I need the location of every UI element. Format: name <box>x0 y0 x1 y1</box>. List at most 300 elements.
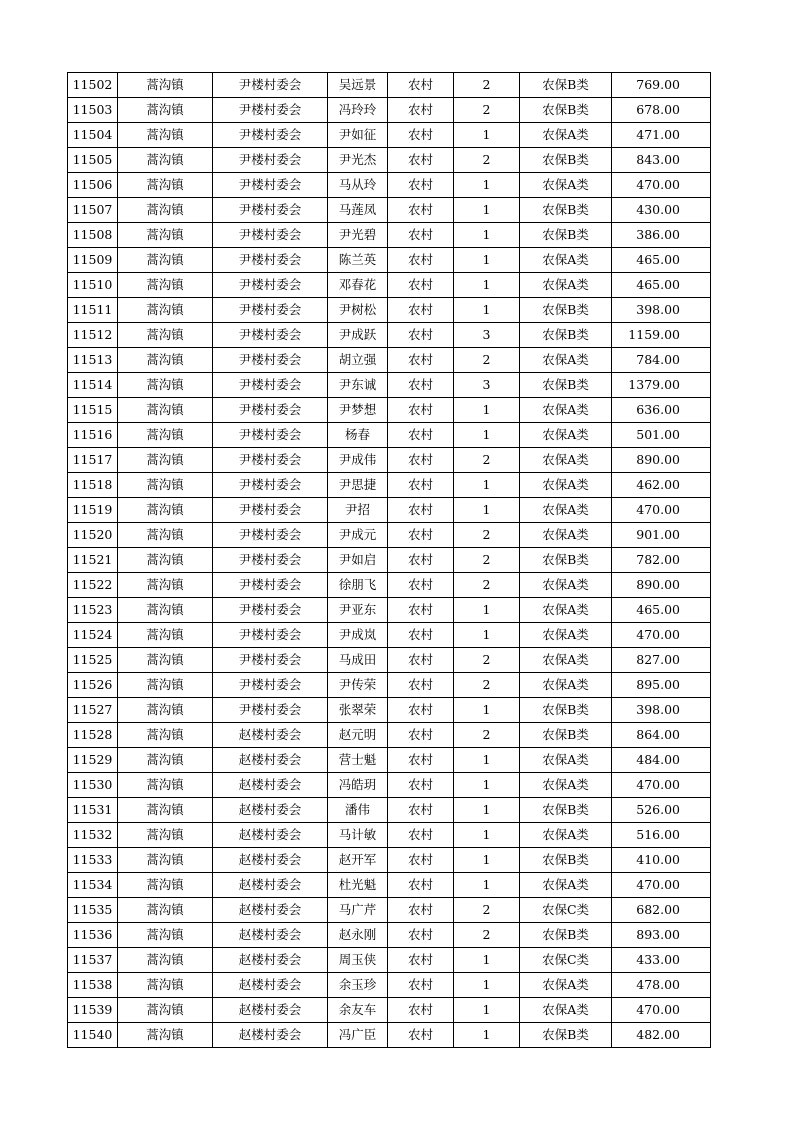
area-type-cell: 农村 <box>388 573 454 598</box>
serial-number-cell: 11510 <box>68 273 118 298</box>
table-row <box>68 123 711 148</box>
town-cell: 蒿沟镇 <box>118 823 213 848</box>
insurance-category-cell: 农保A类 <box>520 823 612 848</box>
insurance-category-cell: 农保A类 <box>520 773 612 798</box>
town-cell: 蒿沟镇 <box>118 198 213 223</box>
serial-number-cell: 11503 <box>68 98 118 123</box>
area-type-cell: 农村 <box>388 798 454 823</box>
village-committee-cell: 尹楼村委会 <box>213 398 328 423</box>
insurance-category-cell: 农保B类 <box>520 198 612 223</box>
village-committee-cell: 尹楼村委会 <box>213 273 328 298</box>
serial-number-cell: 11511 <box>68 298 118 323</box>
amount-cell: 827.00 <box>612 648 711 673</box>
name-cell: 张翠荣 <box>328 698 388 723</box>
table-row <box>68 898 711 923</box>
town-cell: 蒿沟镇 <box>118 873 213 898</box>
insurance-category-cell: 农保B类 <box>520 548 612 573</box>
name-cell: 赵永刚 <box>328 923 388 948</box>
area-type-cell: 农村 <box>388 848 454 873</box>
town-cell: 蒿沟镇 <box>118 998 213 1023</box>
area-type-cell: 农村 <box>388 673 454 698</box>
town-cell: 蒿沟镇 <box>118 698 213 723</box>
table-row <box>68 998 711 1023</box>
amount-cell: 430.00 <box>612 198 711 223</box>
amount-cell: 482.00 <box>612 1023 711 1048</box>
name-cell: 尹成元 <box>328 523 388 548</box>
table-row <box>68 773 711 798</box>
town-cell: 蒿沟镇 <box>118 623 213 648</box>
amount-cell: 471.00 <box>612 123 711 148</box>
area-type-cell: 农村 <box>388 748 454 773</box>
name-cell: 尹亚东 <box>328 598 388 623</box>
area-type-cell: 农村 <box>388 173 454 198</box>
village-committee-cell: 尹楼村委会 <box>213 73 328 98</box>
serial-number-cell: 11523 <box>68 598 118 623</box>
amount-cell: 386.00 <box>612 223 711 248</box>
table-row <box>68 823 711 848</box>
town-cell: 蒿沟镇 <box>118 798 213 823</box>
name-cell: 胡立强 <box>328 348 388 373</box>
table-row <box>68 573 711 598</box>
household-count-cell: 2 <box>454 898 520 923</box>
serial-number-cell: 11517 <box>68 448 118 473</box>
table-row <box>68 923 711 948</box>
household-count-cell: 1 <box>454 773 520 798</box>
village-committee-cell: 尹楼村委会 <box>213 98 328 123</box>
amount-cell: 433.00 <box>612 948 711 973</box>
amount-cell: 890.00 <box>612 448 711 473</box>
table-row <box>68 673 711 698</box>
village-committee-cell: 赵楼村委会 <box>213 898 328 923</box>
household-count-cell: 1 <box>454 748 520 773</box>
area-type-cell: 农村 <box>388 923 454 948</box>
amount-cell: 470.00 <box>612 173 711 198</box>
insurance-category-cell: 农保A类 <box>520 748 612 773</box>
town-cell: 蒿沟镇 <box>118 723 213 748</box>
village-committee-cell: 赵楼村委会 <box>213 823 328 848</box>
serial-number-cell: 11518 <box>68 473 118 498</box>
serial-number-cell: 11537 <box>68 948 118 973</box>
village-committee-cell: 尹楼村委会 <box>213 423 328 448</box>
town-cell: 蒿沟镇 <box>118 423 213 448</box>
name-cell: 邓春花 <box>328 273 388 298</box>
amount-cell: 478.00 <box>612 973 711 998</box>
insurance-category-cell: 农保B类 <box>520 373 612 398</box>
area-type-cell: 农村 <box>388 648 454 673</box>
town-cell: 蒿沟镇 <box>118 673 213 698</box>
name-cell: 冯广臣 <box>328 1023 388 1048</box>
household-count-cell: 1 <box>454 973 520 998</box>
household-count-cell: 2 <box>454 448 520 473</box>
insurance-category-cell: 农保B类 <box>520 723 612 748</box>
serial-number-cell: 11527 <box>68 698 118 723</box>
amount-cell: 895.00 <box>612 673 711 698</box>
village-committee-cell: 尹楼村委会 <box>213 198 328 223</box>
household-count-cell: 2 <box>454 523 520 548</box>
town-cell: 蒿沟镇 <box>118 498 213 523</box>
name-cell: 赵元明 <box>328 723 388 748</box>
name-cell: 马广芹 <box>328 898 388 923</box>
table-row <box>68 348 711 373</box>
serial-number-cell: 11514 <box>68 373 118 398</box>
amount-cell: 526.00 <box>612 798 711 823</box>
amount-cell: 470.00 <box>612 998 711 1023</box>
table-row <box>68 373 711 398</box>
serial-number-cell: 11519 <box>68 498 118 523</box>
household-count-cell: 1 <box>454 823 520 848</box>
table-row <box>68 848 711 873</box>
area-type-cell: 农村 <box>388 623 454 648</box>
town-cell: 蒿沟镇 <box>118 123 213 148</box>
household-count-cell: 2 <box>454 548 520 573</box>
amount-cell: 678.00 <box>612 98 711 123</box>
serial-number-cell: 11529 <box>68 748 118 773</box>
area-type-cell: 农村 <box>388 948 454 973</box>
household-count-cell: 2 <box>454 348 520 373</box>
town-cell: 蒿沟镇 <box>118 1023 213 1048</box>
table-row <box>68 173 711 198</box>
amount-cell: 484.00 <box>612 748 711 773</box>
amount-cell: 782.00 <box>612 548 711 573</box>
table-row <box>68 498 711 523</box>
area-type-cell: 农村 <box>388 523 454 548</box>
area-type-cell: 农村 <box>388 898 454 923</box>
amount-cell: 465.00 <box>612 598 711 623</box>
insurance-category-cell: 农保A类 <box>520 473 612 498</box>
insurance-category-cell: 农保A类 <box>520 448 612 473</box>
name-cell: 周玉侠 <box>328 948 388 973</box>
amount-cell: 864.00 <box>612 723 711 748</box>
name-cell: 冯玲玲 <box>328 98 388 123</box>
table-row <box>68 648 711 673</box>
amount-cell: 501.00 <box>612 423 711 448</box>
serial-number-cell: 11508 <box>68 223 118 248</box>
name-cell: 余友车 <box>328 998 388 1023</box>
village-committee-cell: 尹楼村委会 <box>213 348 328 373</box>
area-type-cell: 农村 <box>388 823 454 848</box>
household-count-cell: 1 <box>454 798 520 823</box>
insurance-category-cell: 农保A类 <box>520 623 612 648</box>
table-row <box>68 98 711 123</box>
amount-cell: 470.00 <box>612 498 711 523</box>
amount-cell: 398.00 <box>612 698 711 723</box>
area-type-cell: 农村 <box>388 148 454 173</box>
area-type-cell: 农村 <box>388 873 454 898</box>
table-row <box>68 723 711 748</box>
insurance-category-cell: 农保A类 <box>520 523 612 548</box>
village-committee-cell: 尹楼村委会 <box>213 298 328 323</box>
amount-cell: 470.00 <box>612 873 711 898</box>
area-type-cell: 农村 <box>388 123 454 148</box>
village-committee-cell: 尹楼村委会 <box>213 173 328 198</box>
household-count-cell: 1 <box>454 848 520 873</box>
name-cell: 潘伟 <box>328 798 388 823</box>
table-row <box>68 73 711 98</box>
area-type-cell: 农村 <box>388 598 454 623</box>
table-row <box>68 973 711 998</box>
name-cell: 杨春 <box>328 423 388 448</box>
name-cell: 吴远景 <box>328 73 388 98</box>
table-row <box>68 873 711 898</box>
roster-table <box>67 72 711 1048</box>
insurance-category-cell: 农保B类 <box>520 98 612 123</box>
table-row <box>68 223 711 248</box>
village-committee-cell: 尹楼村委会 <box>213 448 328 473</box>
household-count-cell: 1 <box>454 998 520 1023</box>
name-cell: 尹成伟 <box>328 448 388 473</box>
serial-number-cell: 11506 <box>68 173 118 198</box>
name-cell: 冯皓玥 <box>328 773 388 798</box>
town-cell: 蒿沟镇 <box>118 98 213 123</box>
serial-number-cell: 11539 <box>68 998 118 1023</box>
table-row <box>68 423 711 448</box>
insurance-category-cell: 农保A类 <box>520 498 612 523</box>
name-cell: 尹成跃 <box>328 323 388 348</box>
town-cell: 蒿沟镇 <box>118 473 213 498</box>
village-committee-cell: 尹楼村委会 <box>213 473 328 498</box>
town-cell: 蒿沟镇 <box>118 73 213 98</box>
insurance-category-cell: 农保A类 <box>520 973 612 998</box>
amount-cell: 636.00 <box>612 398 711 423</box>
insurance-category-cell: 农保B类 <box>520 1023 612 1048</box>
table-row <box>68 598 711 623</box>
town-cell: 蒿沟镇 <box>118 323 213 348</box>
household-count-cell: 1 <box>454 398 520 423</box>
area-type-cell: 农村 <box>388 98 454 123</box>
area-type-cell: 农村 <box>388 473 454 498</box>
area-type-cell: 农村 <box>388 323 454 348</box>
serial-number-cell: 11516 <box>68 423 118 448</box>
table-row <box>68 148 711 173</box>
village-committee-cell: 尹楼村委会 <box>213 548 328 573</box>
insurance-category-cell: 农保B类 <box>520 148 612 173</box>
insurance-category-cell: 农保C类 <box>520 898 612 923</box>
household-count-cell: 1 <box>454 298 520 323</box>
insurance-category-cell: 农保B类 <box>520 798 612 823</box>
insurance-category-cell: 农保A类 <box>520 423 612 448</box>
household-count-cell: 2 <box>454 923 520 948</box>
table-row <box>68 448 711 473</box>
insurance-category-cell: 农保A类 <box>520 573 612 598</box>
area-type-cell: 农村 <box>388 498 454 523</box>
serial-number-cell: 11520 <box>68 523 118 548</box>
area-type-cell: 农村 <box>388 1023 454 1048</box>
household-count-cell: 1 <box>454 623 520 648</box>
serial-number-cell: 11538 <box>68 973 118 998</box>
name-cell: 杜光魁 <box>328 873 388 898</box>
household-count-cell: 2 <box>454 648 520 673</box>
insurance-category-cell: 农保A类 <box>520 673 612 698</box>
serial-number-cell: 11524 <box>68 623 118 648</box>
name-cell: 马计敏 <box>328 823 388 848</box>
insurance-category-cell: 农保A类 <box>520 173 612 198</box>
name-cell: 尹思捷 <box>328 473 388 498</box>
village-committee-cell: 尹楼村委会 <box>213 123 328 148</box>
name-cell: 尹光碧 <box>328 223 388 248</box>
amount-cell: 682.00 <box>612 898 711 923</box>
town-cell: 蒿沟镇 <box>118 948 213 973</box>
town-cell: 蒿沟镇 <box>118 648 213 673</box>
household-count-cell: 1 <box>454 698 520 723</box>
serial-number-cell: 11512 <box>68 323 118 348</box>
town-cell: 蒿沟镇 <box>118 748 213 773</box>
name-cell: 马莲凤 <box>328 198 388 223</box>
area-type-cell: 农村 <box>388 248 454 273</box>
name-cell: 尹传荣 <box>328 673 388 698</box>
household-count-cell: 1 <box>454 873 520 898</box>
village-committee-cell: 尹楼村委会 <box>213 323 328 348</box>
town-cell: 蒿沟镇 <box>118 848 213 873</box>
area-type-cell: 农村 <box>388 348 454 373</box>
serial-number-cell: 11531 <box>68 798 118 823</box>
town-cell: 蒿沟镇 <box>118 923 213 948</box>
household-count-cell: 1 <box>454 948 520 973</box>
household-count-cell: 1 <box>454 173 520 198</box>
village-committee-cell: 尹楼村委会 <box>213 673 328 698</box>
village-committee-cell: 赵楼村委会 <box>213 723 328 748</box>
village-committee-cell: 尹楼村委会 <box>213 373 328 398</box>
name-cell: 赵开军 <box>328 848 388 873</box>
village-committee-cell: 赵楼村委会 <box>213 1023 328 1048</box>
insurance-category-cell: 农保A类 <box>520 998 612 1023</box>
area-type-cell: 农村 <box>388 273 454 298</box>
serial-number-cell: 11532 <box>68 823 118 848</box>
amount-cell: 465.00 <box>612 273 711 298</box>
serial-number-cell: 11540 <box>68 1023 118 1048</box>
table-row <box>68 298 711 323</box>
area-type-cell: 农村 <box>388 423 454 448</box>
household-count-cell: 1 <box>454 598 520 623</box>
town-cell: 蒿沟镇 <box>118 523 213 548</box>
serial-number-cell: 11536 <box>68 923 118 948</box>
amount-cell: 410.00 <box>612 848 711 873</box>
village-committee-cell: 尹楼村委会 <box>213 698 328 723</box>
table-row <box>68 523 711 548</box>
area-type-cell: 农村 <box>388 73 454 98</box>
household-count-cell: 1 <box>454 248 520 273</box>
serial-number-cell: 11528 <box>68 723 118 748</box>
amount-cell: 398.00 <box>612 298 711 323</box>
area-type-cell: 农村 <box>388 398 454 423</box>
town-cell: 蒿沟镇 <box>118 598 213 623</box>
insurance-category-cell: 农保C类 <box>520 948 612 973</box>
amount-cell: 470.00 <box>612 623 711 648</box>
village-committee-cell: 赵楼村委会 <box>213 923 328 948</box>
name-cell: 马成田 <box>328 648 388 673</box>
name-cell: 陈兰英 <box>328 248 388 273</box>
household-count-cell: 1 <box>454 198 520 223</box>
name-cell: 尹成岚 <box>328 623 388 648</box>
area-type-cell: 农村 <box>388 198 454 223</box>
area-type-cell: 农村 <box>388 548 454 573</box>
insurance-category-cell: 农保A类 <box>520 648 612 673</box>
household-count-cell: 2 <box>454 573 520 598</box>
household-count-cell: 1 <box>454 498 520 523</box>
village-committee-cell: 尹楼村委会 <box>213 248 328 273</box>
town-cell: 蒿沟镇 <box>118 548 213 573</box>
serial-number-cell: 11502 <box>68 73 118 98</box>
insurance-category-cell: 农保A类 <box>520 598 612 623</box>
insurance-category-cell: 农保A类 <box>520 398 612 423</box>
serial-number-cell: 11509 <box>68 248 118 273</box>
amount-cell: 843.00 <box>612 148 711 173</box>
town-cell: 蒿沟镇 <box>118 273 213 298</box>
name-cell: 尹如启 <box>328 548 388 573</box>
household-count-cell: 2 <box>454 98 520 123</box>
name-cell: 尹如征 <box>328 123 388 148</box>
name-cell: 尹光杰 <box>328 148 388 173</box>
serial-number-cell: 11513 <box>68 348 118 373</box>
serial-number-cell: 11522 <box>68 573 118 598</box>
village-committee-cell: 尹楼村委会 <box>213 598 328 623</box>
amount-cell: 470.00 <box>612 773 711 798</box>
roster-body <box>68 73 711 1048</box>
serial-number-cell: 11526 <box>68 673 118 698</box>
town-cell: 蒿沟镇 <box>118 298 213 323</box>
village-committee-cell: 赵楼村委会 <box>213 948 328 973</box>
area-type-cell: 农村 <box>388 698 454 723</box>
name-cell: 营士魁 <box>328 748 388 773</box>
table-row <box>68 473 711 498</box>
town-cell: 蒿沟镇 <box>118 148 213 173</box>
area-type-cell: 农村 <box>388 773 454 798</box>
insurance-category-cell: 农保B类 <box>520 848 612 873</box>
table-row <box>68 323 711 348</box>
household-count-cell: 1 <box>454 123 520 148</box>
amount-cell: 784.00 <box>612 348 711 373</box>
town-cell: 蒿沟镇 <box>118 173 213 198</box>
name-cell: 尹树松 <box>328 298 388 323</box>
serial-number-cell: 11515 <box>68 398 118 423</box>
serial-number-cell: 11534 <box>68 873 118 898</box>
name-cell: 尹招 <box>328 498 388 523</box>
name-cell: 尹梦想 <box>328 398 388 423</box>
table-row <box>68 1023 711 1048</box>
name-cell: 马从玲 <box>328 173 388 198</box>
town-cell: 蒿沟镇 <box>118 573 213 598</box>
insurance-category-cell: 农保B类 <box>520 923 612 948</box>
serial-number-cell: 11535 <box>68 898 118 923</box>
table-row <box>68 248 711 273</box>
village-committee-cell: 赵楼村委会 <box>213 973 328 998</box>
area-type-cell: 农村 <box>388 448 454 473</box>
amount-cell: 893.00 <box>612 923 711 948</box>
town-cell: 蒿沟镇 <box>118 223 213 248</box>
household-count-cell: 3 <box>454 373 520 398</box>
amount-cell: 465.00 <box>612 248 711 273</box>
serial-number-cell: 11505 <box>68 148 118 173</box>
village-committee-cell: 尹楼村委会 <box>213 148 328 173</box>
table-row <box>68 273 711 298</box>
insurance-category-cell: 农保B类 <box>520 698 612 723</box>
area-type-cell: 农村 <box>388 298 454 323</box>
amount-cell: 1379.00 <box>612 373 711 398</box>
household-count-cell: 1 <box>454 1023 520 1048</box>
table-row <box>68 798 711 823</box>
amount-cell: 1159.00 <box>612 323 711 348</box>
household-count-cell: 1 <box>454 223 520 248</box>
amount-cell: 516.00 <box>612 823 711 848</box>
serial-number-cell: 11530 <box>68 773 118 798</box>
area-type-cell: 农村 <box>388 998 454 1023</box>
village-committee-cell: 尹楼村委会 <box>213 223 328 248</box>
town-cell: 蒿沟镇 <box>118 348 213 373</box>
village-committee-cell: 尹楼村委会 <box>213 623 328 648</box>
table-row <box>68 623 711 648</box>
insurance-category-cell: 农保B类 <box>520 298 612 323</box>
town-cell: 蒿沟镇 <box>118 973 213 998</box>
table-row <box>68 198 711 223</box>
